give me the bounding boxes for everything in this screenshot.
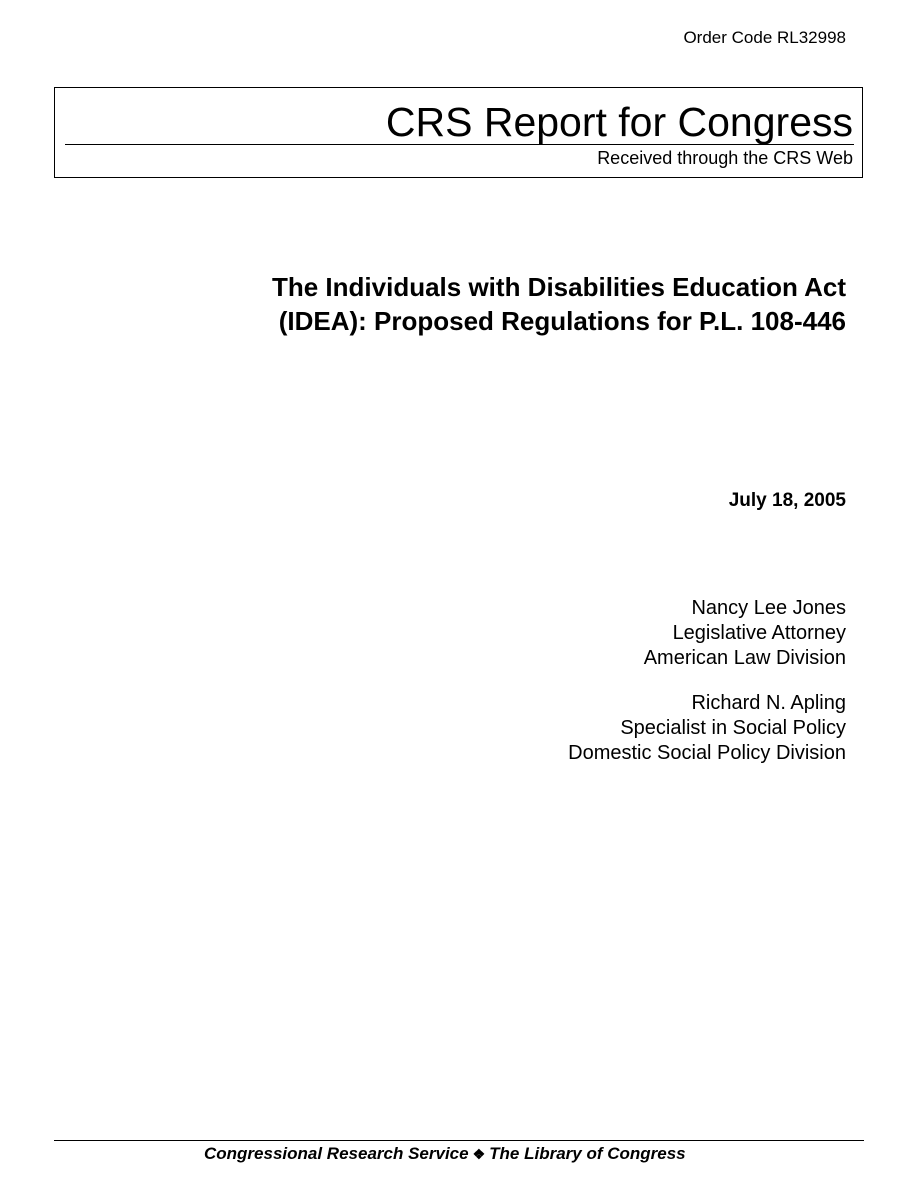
series-subtitle: Received through the CRS Web xyxy=(597,148,853,168)
author-position: Specialist in Social Policy xyxy=(620,717,846,739)
author-name: Richard N. Apling xyxy=(691,692,846,714)
author-name: Nancy Lee Jones xyxy=(691,597,846,619)
diamond-ornament-icon: ❖ xyxy=(472,1146,486,1162)
report-title-line-2: (IDEA): Proposed Regulations for P.L. 108-446 xyxy=(278,306,846,336)
author-block xyxy=(568,691,846,766)
footer-divider xyxy=(54,1140,864,1141)
series-title: CRS Report for Congress xyxy=(385,99,853,145)
author-division: Domestic Social Policy Division xyxy=(568,742,846,764)
order-code: Order Code RL32998 xyxy=(683,28,846,47)
author-block xyxy=(644,596,846,671)
report-date: July 18, 2005 xyxy=(728,490,846,511)
author-division: American Law Division xyxy=(643,647,846,669)
author-position: Legislative Attorney xyxy=(672,622,846,644)
report-title xyxy=(146,270,846,338)
footer-library: The Library of Congress xyxy=(489,1144,686,1163)
footer xyxy=(54,1143,864,1165)
header-divider xyxy=(65,144,854,145)
report-title-line-1: The Individuals with Disabilities Education Act xyxy=(271,272,846,302)
footer-organization: Congressional Research Service xyxy=(204,1144,469,1163)
report-header-box xyxy=(54,87,863,178)
